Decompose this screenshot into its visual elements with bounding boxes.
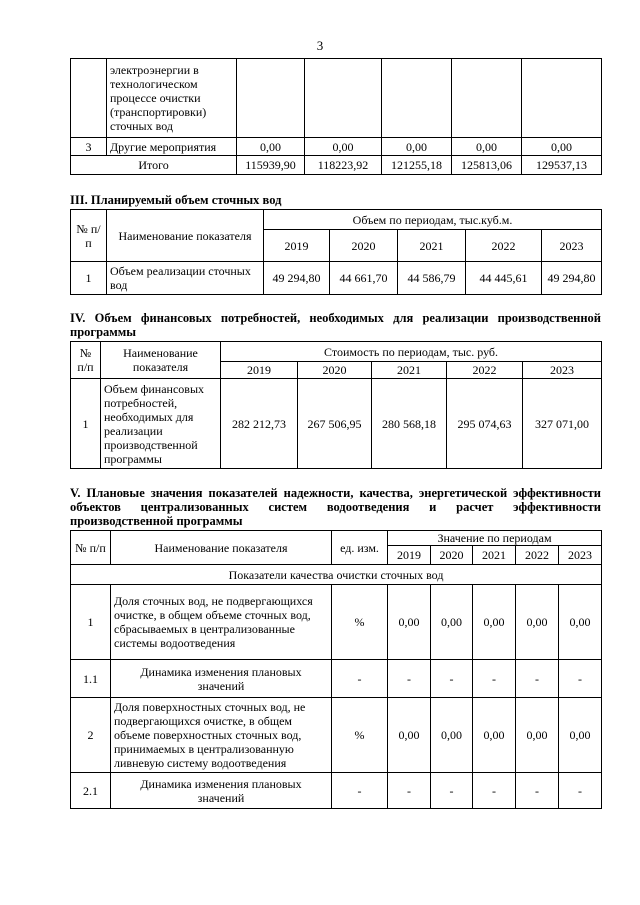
year-header: 2019 — [388, 546, 431, 565]
activity-name: электроэнергии в технологическом процессе очистки (транспортировки) сточных вод — [107, 59, 237, 138]
value: 44 445,61 — [466, 262, 542, 295]
section4-title: IV. Объем финансовых потребностей, необходимых для реализации производственной программы — [70, 311, 601, 339]
col-name: Наименование показателя — [111, 531, 332, 565]
table-row — [71, 660, 602, 698]
table-row — [71, 138, 602, 156]
value: 327 071,00 — [523, 379, 602, 469]
value: 295 074,63 — [447, 379, 523, 469]
quality-indicators-table — [70, 530, 602, 809]
page-number: 3 — [316, 38, 324, 53]
year-header: 2019 — [264, 230, 330, 262]
cell — [522, 59, 602, 138]
cell — [382, 59, 452, 138]
value: 0,00 — [431, 585, 473, 660]
col-group: Значение по периодам — [388, 531, 602, 546]
value: 267 506,95 — [298, 379, 372, 469]
value: 49 294,80 — [542, 262, 602, 295]
year-header: 2021 — [372, 362, 447, 379]
year-header: 2023 — [523, 362, 602, 379]
section3-title: III. Планируемый объем сточных вод — [70, 193, 282, 207]
value: 0,00 — [382, 138, 452, 156]
col-name: Наименование показателя — [107, 210, 264, 262]
year-header: 2022 — [516, 546, 559, 565]
indicator-name: Объем реализации сточных вод — [107, 262, 264, 295]
col-name: Наименование показателя — [101, 342, 221, 379]
table-row — [71, 773, 602, 809]
col-num: № п/п — [71, 342, 101, 379]
value: - — [388, 773, 431, 809]
value: 0,00 — [431, 698, 473, 773]
cell — [452, 59, 522, 138]
value: 0,00 — [559, 585, 602, 660]
value: 44 586,79 — [398, 262, 466, 295]
value: - — [473, 773, 516, 809]
col-num: № п/п — [71, 531, 111, 565]
indicator-name: Динамика изменения плановых значений — [111, 773, 332, 809]
activities-table — [70, 58, 602, 175]
value: 129537,13 — [522, 156, 602, 175]
unit: - — [332, 660, 388, 698]
col-group: Стоимость по периодам, тыс. руб. — [221, 342, 602, 362]
row-number: 2 — [71, 698, 111, 773]
year-header: 2021 — [398, 230, 466, 262]
value: - — [516, 660, 559, 698]
cell — [305, 59, 382, 138]
value: 0,00 — [473, 585, 516, 660]
wastewater-volume-table — [70, 209, 602, 295]
value: 0,00 — [388, 698, 431, 773]
activity-name: Другие мероприятия — [107, 138, 237, 156]
table-row — [71, 698, 602, 773]
year-header: 2020 — [298, 362, 372, 379]
value: - — [473, 660, 516, 698]
indicator-name: Доля поверхностных сточных вод, не подвергающихся очистке, в общем объеме поверхностных сточных вод, принимаемых в централизованную ливневую систему водоотведения — [111, 698, 332, 773]
row-number: 1 — [71, 262, 107, 295]
col-num: № п/п — [71, 210, 107, 262]
unit: - — [332, 773, 388, 809]
value: - — [559, 660, 602, 698]
value: 0,00 — [237, 138, 305, 156]
indicator-name: Доля сточных вод, не подвергающихся очистке, в общем объеме сточных вод, сбрасываемых в централизованные системы водоотведения — [111, 585, 332, 660]
year-header: 2023 — [542, 230, 602, 262]
indicator-name: Динамика изменения плановых значений — [111, 660, 332, 698]
value: 49 294,80 — [264, 262, 330, 295]
value: 0,00 — [452, 138, 522, 156]
value: 0,00 — [516, 698, 559, 773]
value: 0,00 — [388, 585, 431, 660]
value: 0,00 — [522, 138, 602, 156]
indicator-name: Объем финансовых потребностей, необходимых для реализации производственной программы — [101, 379, 221, 469]
section5-title: V. Плановые значения показателей надежности, качества, энергетической эффективности объектов централизованных систем водоотведения и расчет эффективности производственной программы — [70, 486, 601, 528]
col-group: Объем по периодам, тыс.куб.м. — [264, 210, 602, 230]
cell — [237, 59, 305, 138]
value: 44 661,70 — [330, 262, 398, 295]
row-number: 3 — [71, 138, 107, 156]
row-number: 1 — [71, 585, 111, 660]
total-row — [71, 156, 602, 175]
value: 282 212,73 — [221, 379, 298, 469]
value: - — [516, 773, 559, 809]
value: - — [431, 773, 473, 809]
value: 121255,18 — [382, 156, 452, 175]
row-number: 1.1 — [71, 660, 111, 698]
financial-needs-table — [70, 341, 602, 469]
value: 0,00 — [559, 698, 602, 773]
table-row — [71, 379, 602, 469]
value: 115939,90 — [237, 156, 305, 175]
year-header: 2020 — [431, 546, 473, 565]
row-number: 2.1 — [71, 773, 111, 809]
year-header: 2023 — [559, 546, 602, 565]
total-label: Итого — [71, 156, 237, 175]
year-header: 2022 — [466, 230, 542, 262]
value: - — [388, 660, 431, 698]
unit: % — [332, 585, 388, 660]
unit: % — [332, 698, 388, 773]
year-header: 2019 — [221, 362, 298, 379]
cell — [71, 59, 107, 138]
value: 118223,92 — [305, 156, 382, 175]
row-number: 1 — [71, 379, 101, 469]
year-header: 2021 — [473, 546, 516, 565]
value: 0,00 — [473, 698, 516, 773]
col-unit: ед. изм. — [332, 531, 388, 565]
value: 0,00 — [305, 138, 382, 156]
value: - — [559, 773, 602, 809]
value: - — [431, 660, 473, 698]
year-header: 2022 — [447, 362, 523, 379]
year-header: 2020 — [330, 230, 398, 262]
table-row — [71, 585, 602, 660]
subheader: Показатели качества очистки сточных вод — [71, 565, 602, 585]
value: 280 568,18 — [372, 379, 447, 469]
table-row — [71, 262, 602, 295]
value: 0,00 — [516, 585, 559, 660]
value: 125813,06 — [452, 156, 522, 175]
